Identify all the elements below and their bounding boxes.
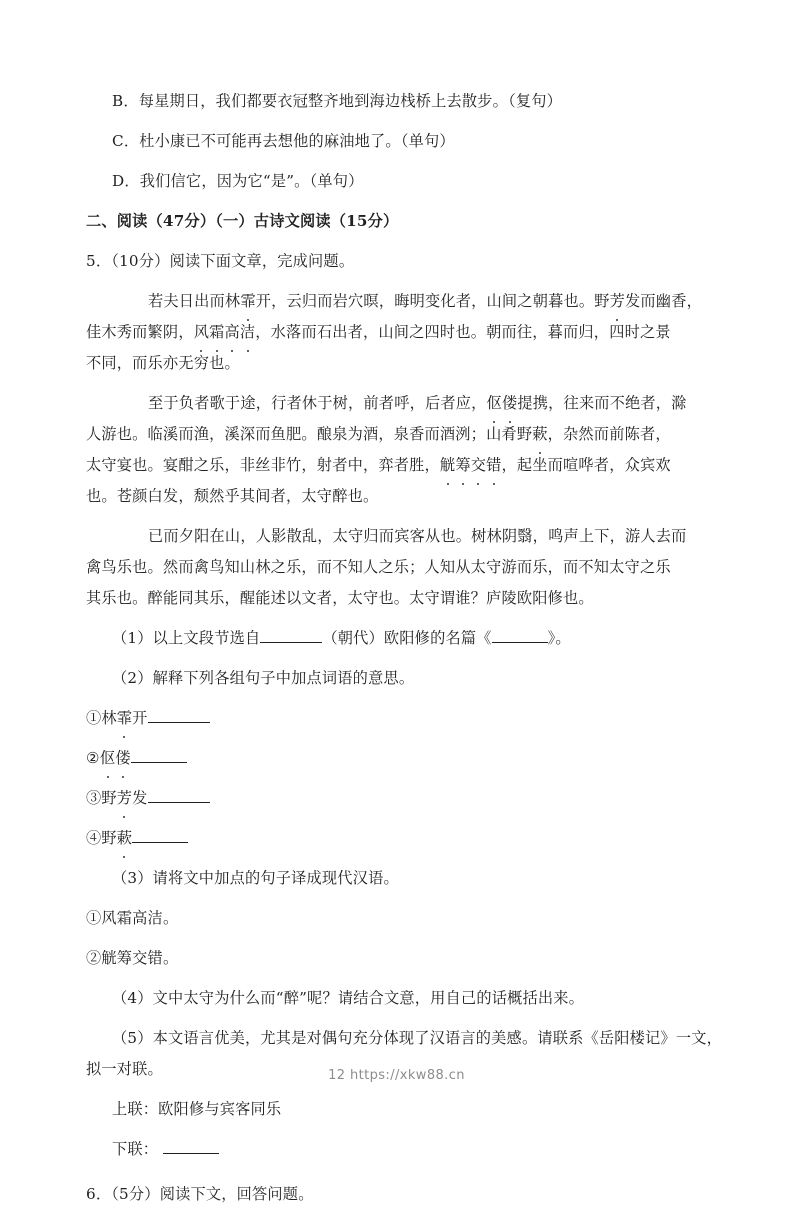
passage-p2-line3: 太守宴也。宴酣之乐，非丝非竹，射者中，弈者胜，觥筹交错，起坐而喧哗者，众宾欢 xyxy=(86,450,726,481)
emphasis-dot-item2-yu: 伛 xyxy=(100,743,115,774)
question-5-header xyxy=(86,246,726,277)
sub-q2-item-2 xyxy=(86,743,726,774)
page-footer: 12 https://xkw88.cn xyxy=(328,1068,465,1083)
sub-q3-item-2-marker: ② xyxy=(86,949,102,967)
couplet-lower xyxy=(86,1134,726,1165)
question-5-number: 5． xyxy=(86,252,112,270)
sub-q3-text: 请将文中加点的句子译成现代汉语。 xyxy=(152,869,399,887)
sub-q2-item-3-blank[interactable] xyxy=(148,802,210,803)
emphasis-dot-fang: 芳 xyxy=(610,286,625,317)
question-5-prompt: 阅读下面文章，完成问题。 xyxy=(169,252,355,270)
sub-question-5-line1 xyxy=(86,1023,726,1054)
sub-q2-text: 解释下列各组句子中加点词语的意思。 xyxy=(152,669,415,687)
emphasis-dot-shuang: 霜 xyxy=(209,317,224,348)
sub-q4-label: （4） xyxy=(112,989,153,1007)
sub-q2-item-1-marker: ① xyxy=(86,709,102,727)
sub-q1-blank-title[interactable] xyxy=(492,642,548,643)
sub-q1-text-before: 以上文段节选自 xyxy=(152,629,261,647)
choice-d-text: 我们信它，因为它“是”。（单句） xyxy=(139,172,364,190)
sub-q2-item-2-marker: ② xyxy=(86,749,100,767)
sub-q2-item-1: ①林霏开 xyxy=(86,703,726,734)
passage-p1-line1: 若夫日出而林霏开，云归而岩穴暝，晦明变化者，山间之朝暮也。野芳发而幽香， xyxy=(86,286,726,317)
passage-p3-line1: 已而夕阳在山，人影散乱，太守归而宾客从也。树林阴翳，鸣声上下，游人去而 xyxy=(148,527,687,545)
section-heading: 二、阅读（47分）（一）古诗文阅读（15分） xyxy=(86,212,399,230)
sub-q5-label: （5） xyxy=(112,1029,153,1047)
couplet-upper-text: 欧阳修与宾客同乐 xyxy=(158,1100,282,1118)
question-6-header xyxy=(86,1179,726,1210)
emphasis-dot-feng: 风 xyxy=(194,317,209,348)
couplet-lower-label: 下联： xyxy=(112,1140,159,1158)
sub-q5-text-line1: 本文语言优美，尤其是对偶句充分体现了汉语言的美感。请联系《岳阳楼记》一文， xyxy=(152,1029,722,1047)
emphasis-dot-item3-fang: 芳 xyxy=(117,783,132,814)
sub-q3-item-2 xyxy=(86,943,726,974)
sub-question-3 xyxy=(86,863,726,894)
emphasis-dot-su: 蔌 xyxy=(532,419,547,450)
sub-question-5-line2: 拟一对联。 xyxy=(86,1060,163,1078)
passage-p2-line4: 也。苍颜白发，颓然乎其间者，太守醉也。 xyxy=(86,487,379,505)
emphasis-dot-item1-fei: 霏 xyxy=(117,703,132,734)
choice-b-text: 每星期日，我们都要衣冠整齐地到海边栈桥上去散步。（复句） xyxy=(138,92,562,110)
sub-question-4 xyxy=(86,983,726,1014)
page-content xyxy=(86,86,726,1210)
question-6-prompt: 阅读下文，回答问题。 xyxy=(159,1185,314,1203)
sub-question-2 xyxy=(86,663,726,694)
emphasis-dot-lou: 偻 xyxy=(502,388,517,419)
emphasis-dot-item4-su: 蔌 xyxy=(117,823,132,854)
emphasis-dot-fei: 霏 xyxy=(240,286,255,317)
sub-q3-item-1-marker: ① xyxy=(86,909,102,927)
sub-q3-item-1 xyxy=(86,903,726,934)
sub-q2-item-4-marker: ④ xyxy=(86,829,102,847)
emphasis-dot-gao: 高 xyxy=(225,317,240,348)
sub-q2-item-3: ③野芳发 xyxy=(86,783,726,814)
sub-q3-item-1-sentence: 风霜高洁。 xyxy=(101,909,179,927)
sub-q1-text-after: 》。 xyxy=(547,629,571,647)
emphasis-dot-item2-lou: 偻 xyxy=(115,743,130,774)
sub-question-1 xyxy=(86,623,726,654)
sub-q2-label: （2） xyxy=(112,669,153,687)
sub-q2-item-4: ④野蔌 xyxy=(86,823,726,854)
sub-q2-item-1-blank[interactable] xyxy=(148,722,210,723)
sub-q3-item-2-sentence: 觥筹交错。 xyxy=(101,949,179,967)
choice-c-label: C． xyxy=(112,132,140,150)
sub-q2-item-4-blank[interactable] xyxy=(132,842,188,843)
sub-q2-item-3-marker: ③ xyxy=(86,789,102,807)
sub-q1-label: （1） xyxy=(112,629,153,647)
emphasis-dot-jiao: 交 xyxy=(471,450,486,481)
emphasis-dot-chou: 筹 xyxy=(455,450,470,481)
couplet-upper-label: 上联： xyxy=(112,1100,159,1118)
passage-p2-line1: 至于负者歌于途，行者休于树，前者呼，后者应，伛偻提携，往来而不绝者，滁 xyxy=(86,388,726,419)
question-6-score: （5分） xyxy=(111,1185,160,1203)
couplet-lower-blank[interactable] xyxy=(163,1153,219,1154)
couplet-upper xyxy=(86,1094,726,1125)
emphasis-dot-gong: 觥 xyxy=(440,450,455,481)
emphasis-dot-jie: 洁 xyxy=(240,317,255,348)
sub-q3-label: （3） xyxy=(112,869,153,887)
question-6-number: 6． xyxy=(86,1185,112,1203)
passage-p1-line3: 不同，而乐亦无穷也。 xyxy=(86,354,240,372)
passage-p2-line2: 人游也。临溪而渔，溪深而鱼肥。酿泉为酒，泉香而酒洌；山肴野蔌，杂然而前陈者， xyxy=(86,419,726,450)
passage-p3-line2: 禽鸟乐也。然而禽鸟知山林之乐，而不知人之乐；人知从太守游而乐，而不知太守之乐 xyxy=(86,558,671,576)
sub-q4-text: 文中太守为什么而“醉”呢？请结合文意，用自己的话概括出来。 xyxy=(152,989,585,1007)
choice-option-b xyxy=(86,86,726,117)
choice-d-label: D． xyxy=(112,172,140,190)
passage-p1-line2: 佳木秀而繁阴，风霜高洁，水落而石出者，山间之四时也。朝而往，暮而归，四时之景 xyxy=(86,317,726,348)
sub-q2-item-2-blank[interactable] xyxy=(131,762,187,763)
choice-c-text: 杜小康已不可能再去想他的麻油地了。（单句） xyxy=(139,132,455,150)
emphasis-dot-yu: 伛 xyxy=(487,388,502,419)
sub-q1-blank-dynasty[interactable] xyxy=(260,642,322,643)
choice-option-c xyxy=(86,126,726,157)
emphasis-dot-cuo: 错 xyxy=(486,450,501,481)
passage-p3-line3: 其乐也。醉能同其乐，醒能述以文者，太守也。太守谓谁？庐陵欧阳修也。 xyxy=(86,589,594,607)
choice-option-d xyxy=(86,166,726,197)
sub-q1-text-middle: （朝代）欧阳修的名篇《 xyxy=(322,629,492,647)
question-5-score: （10分） xyxy=(111,252,170,270)
choice-b-label: B． xyxy=(112,92,139,110)
